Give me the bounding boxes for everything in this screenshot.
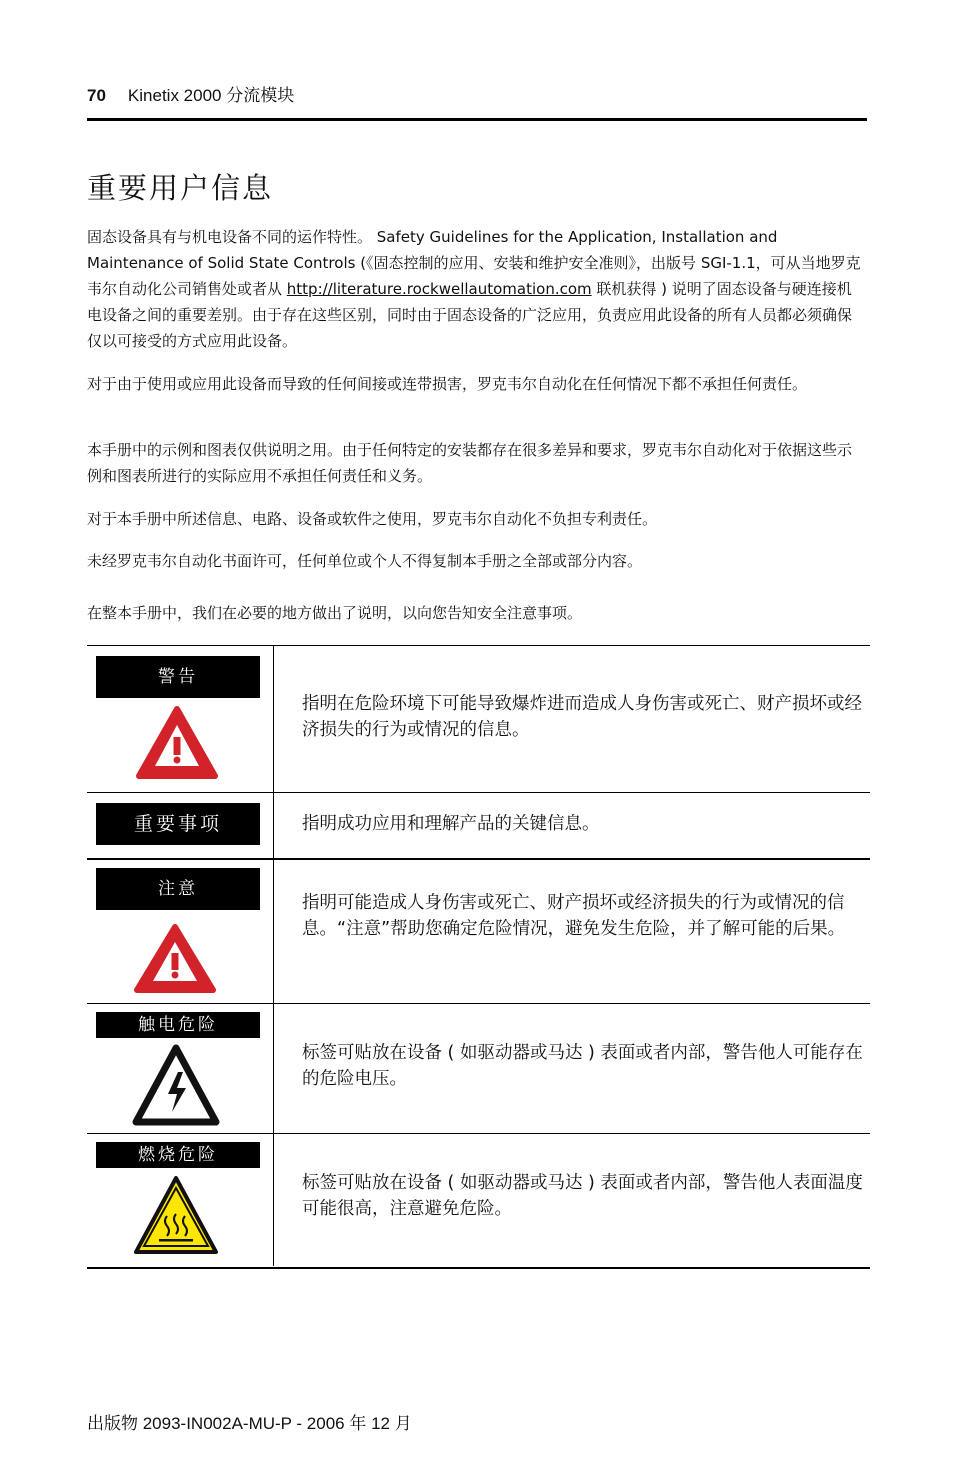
safety-notice-table (87, 645, 870, 1269)
page-number: 70 (87, 86, 106, 105)
column-divider (273, 860, 274, 1005)
publication-footer: 出版物 2093-IN002A-MU-P - 2006 年 12 月 (87, 1414, 412, 1433)
paragraph-solid-state (87, 224, 862, 354)
notice-text-shock-hazard: 标签可贴放在设备 ( 如驱动器或马达 ) 表面或者内部，警告他人可能存在的危险电压。 (302, 1043, 863, 1089)
paragraph-examples: 本手册中的示例和图表仅供说明之用。由于任何特定的安装都存在很多差异和要求，罗克韦尔自动化对于依据这些示例和图表所进行的实际应用不承担任何责任和义务。 (87, 441, 853, 485)
paragraph-text: 固态设备具有与机电设备不同的运作特性。 Safety Guidelines for the Application, Installation and Maintenance of Solid State Controls (《固态控制的应用、安装和维护安全准则》，出版号 SGI-1.1，可从当地罗克韦尔自动化公司销售处或者从 (87, 228, 861, 298)
notice-row-burn-hazard (87, 1133, 870, 1266)
notice-text-attention: 指明可能造成人身伤害或死亡、财产损坏或经济损失的行为或情况的信息。“注意”帮助您确定危险情况，避免发生危险，并了解可能的后果。 (302, 893, 846, 939)
paragraph-safety-notes: 在整本手册中，我们在必要的地方做出了说明，以向您告知安全注意事项。 (87, 604, 583, 622)
column-divider (273, 793, 274, 859)
notice-row-warning (87, 646, 870, 792)
notice-label-important: 重要事项 (96, 803, 260, 845)
paragraph-copyright: 未经罗克韦尔自动化书面许可，任何单位或个人不得复制本手册之全部或部分内容。 (87, 552, 643, 570)
paragraph-liability: 对于由于使用或应用此设备而导致的任何间接或连带损害，罗克韦尔自动化在任何情况下都不承担任何责任。 (87, 375, 808, 393)
notice-label-burn-hazard: 燃烧危险 (96, 1142, 260, 1168)
notice-text-important: 指明成功应用和理解产品的关键信息。 (302, 814, 600, 834)
warning-triangle-icon (133, 922, 217, 994)
column-divider (273, 646, 274, 792)
hot-surface-hazard-icon (132, 1174, 220, 1256)
notice-row-important (87, 792, 870, 859)
notice-text-burn-hazard: 标签可贴放在设备 ( 如驱动器或马达 ) 表面或者内部，警告他人表面温度可能很高，注意避免危险。 (302, 1173, 863, 1219)
notice-label-shock-hazard: 触电危险 (96, 1012, 260, 1038)
page-header (87, 84, 867, 108)
section-title: 重要用户信息 (87, 173, 274, 205)
notice-label-warning: 警告 (96, 656, 260, 698)
paragraph-text: 联机获得 ) 说明了固态设备与硬连接机电设备之间的重要差别。由于存在这些区别，同时由于固态设备的广泛应用，负责应用此设备的所有人员都必须确保仅以可接受的方式应用此设备。 (87, 280, 853, 350)
document-title: Kinetix 2000 分流模块 (127, 86, 295, 105)
notice-label-attention: 注意 (96, 868, 260, 910)
electric-shock-hazard-icon (132, 1044, 220, 1126)
notice-row-shock-hazard (87, 1003, 870, 1134)
header-rule (87, 118, 867, 121)
column-divider (273, 1004, 274, 1134)
notice-row-attention (87, 858, 870, 1005)
warning-triangle-icon (135, 704, 219, 780)
literature-link[interactable]: http://literature.rockwellautomation.com (286, 280, 592, 298)
column-divider (273, 1134, 274, 1266)
paragraph-patent: 对于本手册中所述信息、电路、设备或软件之使用，罗克韦尔自动化不负担专利责任。 (87, 510, 658, 528)
notice-text-warning: 指明在危险环境下可能导致爆炸进而造成人身伤害或死亡、财产损坏或经济损失的行为或情况的信息。 (302, 694, 862, 740)
